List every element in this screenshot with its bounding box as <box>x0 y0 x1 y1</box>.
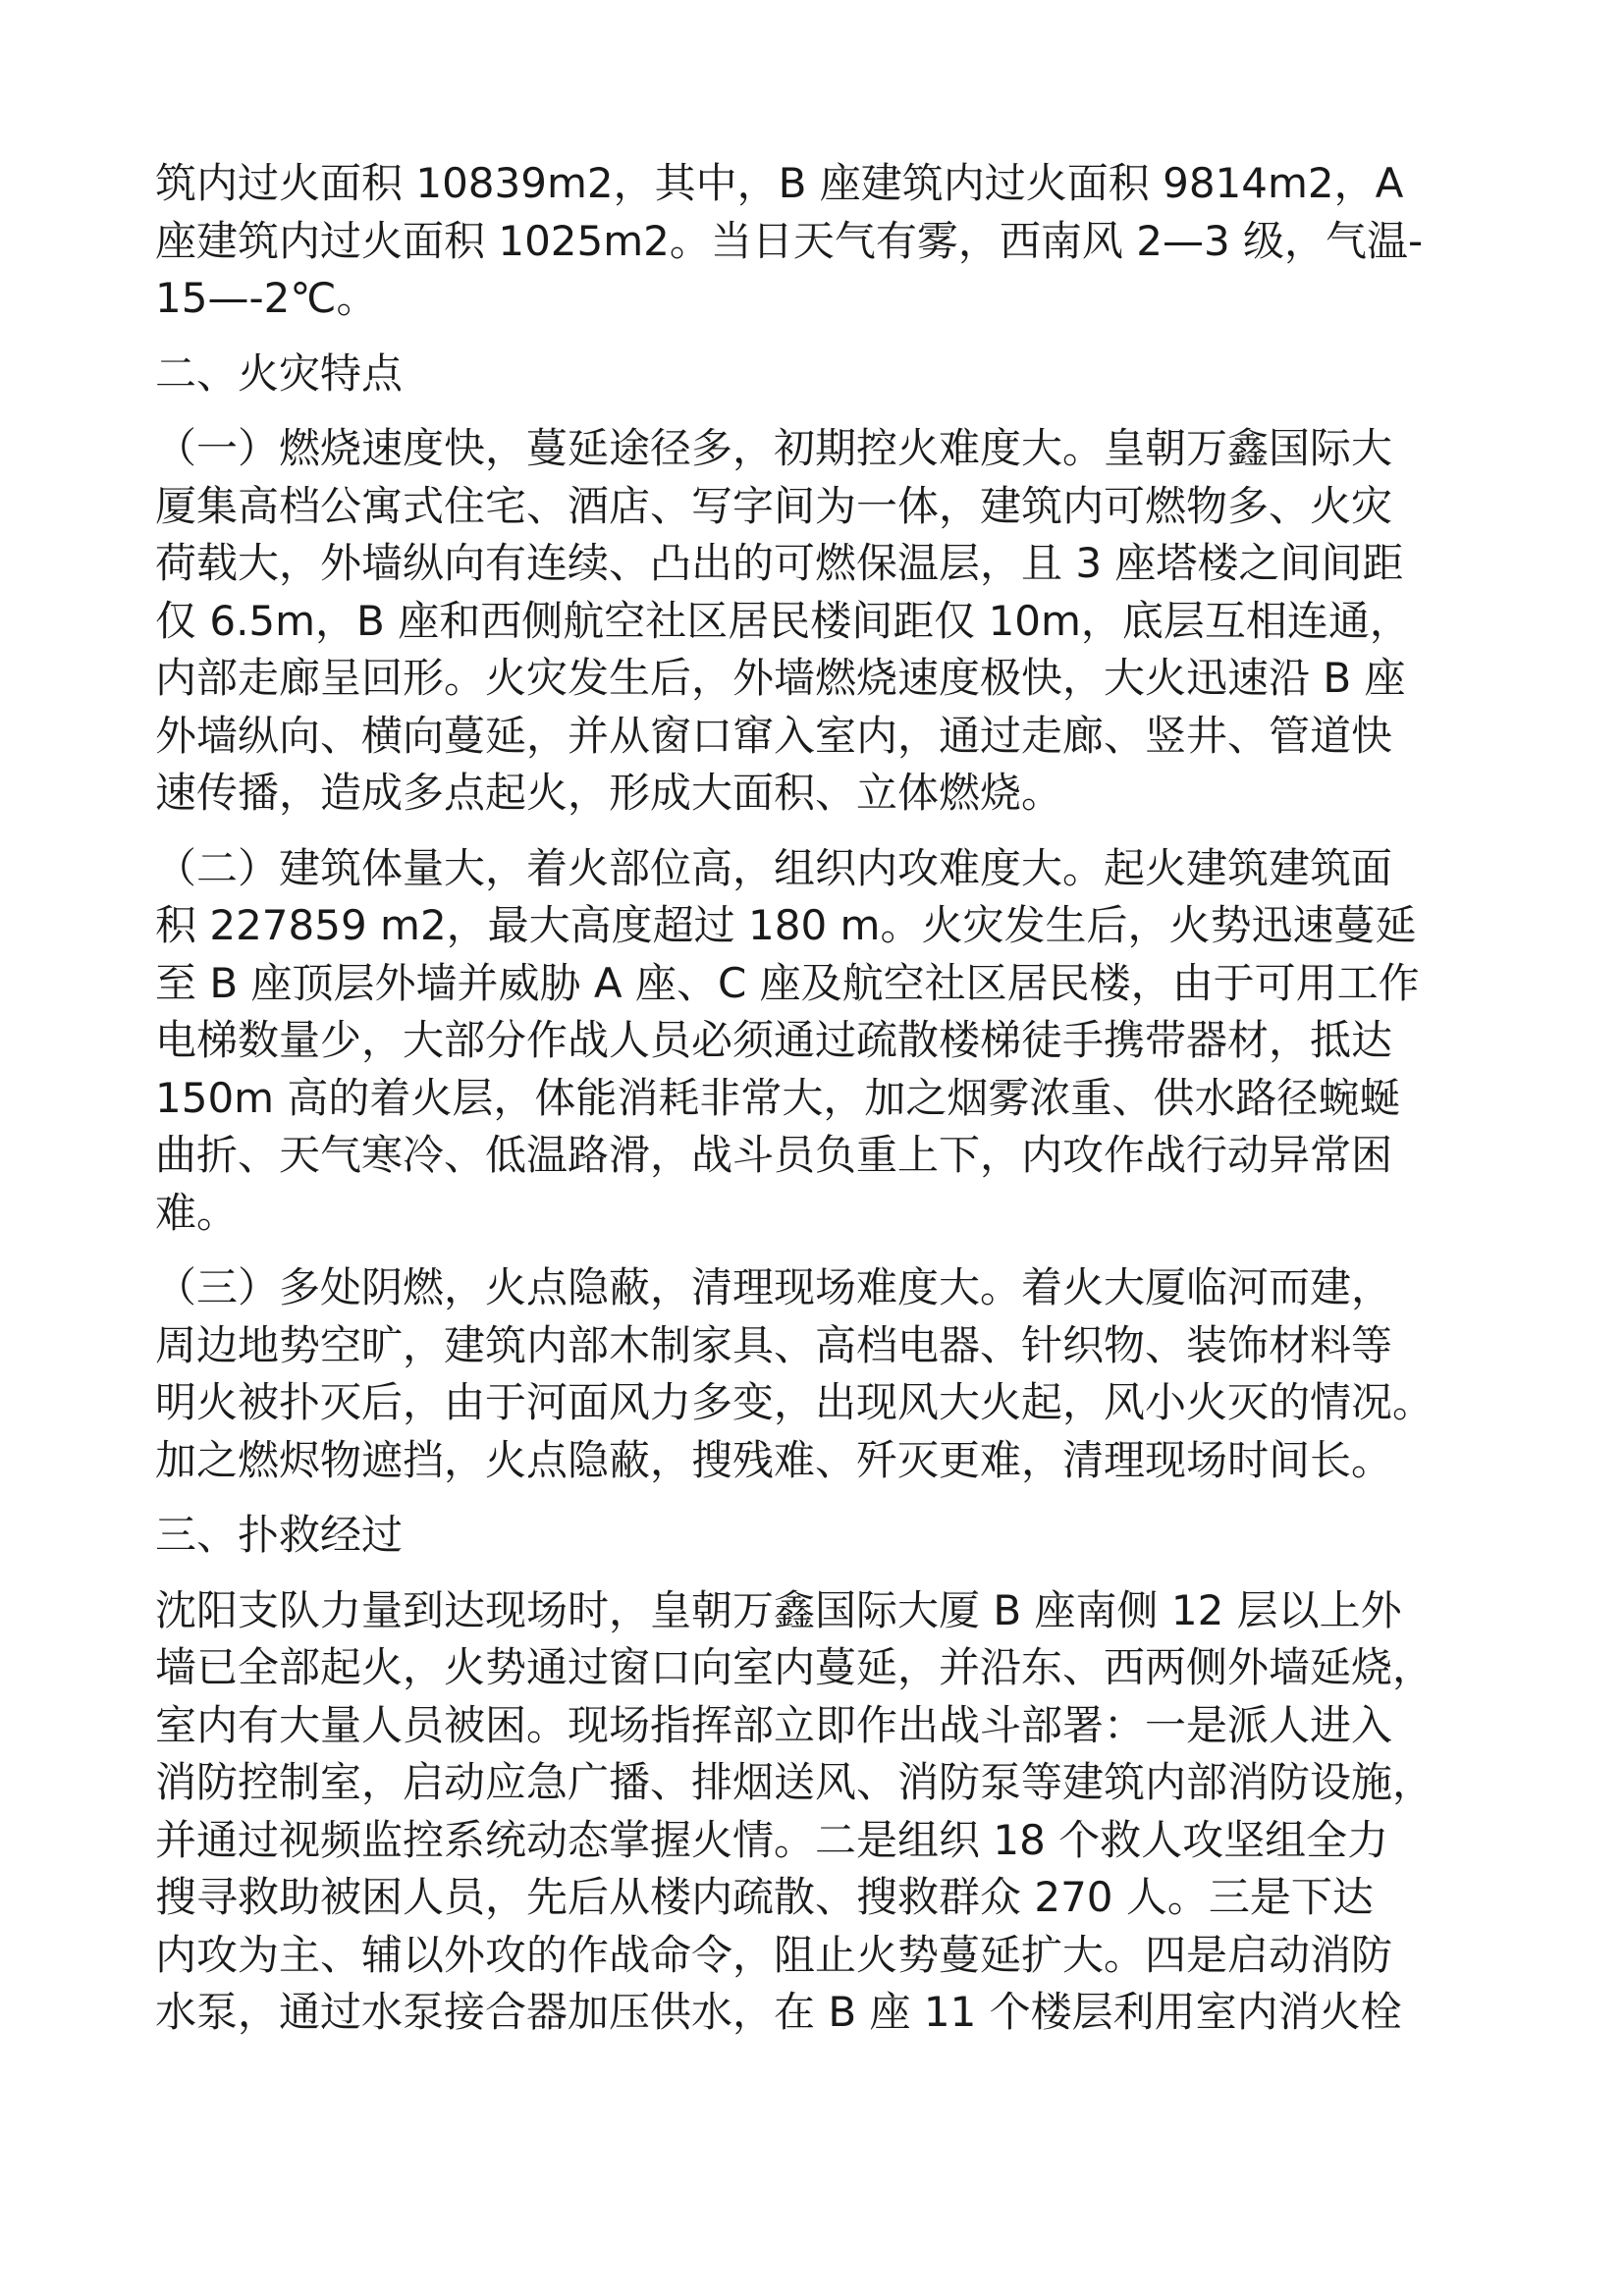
text-line: 沈阳支队力量到达现场时，皇朝万鑫国际大厦 B 座南侧 12 层以上外 <box>155 1585 1402 1634</box>
heading-text: 三、扑救经过 <box>155 1511 404 1559</box>
text-line: 内部走廊呈回形。火灾发生后，外墙燃烧速度极快，大火迅速沿 B 座 <box>155 654 1406 702</box>
text-line: 电梯数量少，大部分作战人员必须通过疏散楼梯徒手携带器材，抵达 <box>155 1016 1393 1064</box>
text-line: 荷载大，外墙纵向有连续、凸出的可燃保温层，且 3 座塔楼之间间距 <box>155 539 1404 587</box>
text-line: 并通过视频监控系统动态掌握火情。二是组织 18 个救人攻坚组全力 <box>155 1815 1389 1864</box>
paragraph-firefighting <box>155 1582 1490 2042</box>
text-line: 室内有大量人员被困。现场指挥部立即作出战斗部署：一是派人进入 <box>155 1700 1393 1749</box>
text-line: 内攻为主、辅以外攻的作战命令，阻止火势蔓延扩大。四是启动消防 <box>155 1930 1393 1979</box>
heading-text: 二、火灾特点 <box>155 348 404 398</box>
paragraph-characteristic-2 <box>155 840 1490 1243</box>
text-line: （一）燃烧速度快，蔓延途径多，初期控火难度大。皇朝万鑫国际大 <box>155 424 1393 472</box>
text-line: （二）建筑体量大，着火部位高，组织内攻难度大。起火建筑建筑面 <box>155 843 1393 892</box>
text-line: 座建筑内过火面积 1025m2。当日天气有雾，西南风 2—3 级，气温- <box>155 216 1424 265</box>
text-line: 难。 <box>155 1188 239 1237</box>
text-line: （三）多处阴燃，火点隐蔽，清理现场难度大。着火大厦临河而建， <box>155 1263 1393 1311</box>
text-line: 至 B 座顶层外墙并威胁 A 座、C 座及航空社区居民楼，由于可用工作 <box>155 958 1420 1007</box>
text-line: 水泵，通过水泵接合器加压供水，在 B 座 11 个楼层利用室内消火栓 <box>155 1988 1402 2036</box>
text-line: 积 227859 m2，最大高度超过 180 m。火灾发生后，火势迅速蔓延 <box>155 901 1417 949</box>
section-heading-fire-characteristics <box>155 346 1490 403</box>
text-line: 仅 6.5m，B 座和西侧航空社区居民楼间距仅 10m，底层互相连通， <box>155 596 1411 645</box>
paragraph-characteristic-3 <box>155 1259 1490 1489</box>
text-line: 外墙纵向、横向蔓延，并从窗口窜入室内，通过走廊、竖井、管道快 <box>155 711 1393 760</box>
section-heading-firefighting-process <box>155 1507 1490 1565</box>
text-line: 加之燃烬物遮挡，火点隐蔽，搜残难、歼灭更难，清理现场时间长。 <box>155 1435 1393 1484</box>
text-line: 墙已全部起火，火势通过窗口向室内蔓延，并沿东、西两侧外墙延烧， <box>155 1643 1435 1691</box>
text-line: 搜寻救助被困人员，先后从楼内疏散、搜救群众 270 人。三是下达 <box>155 1873 1374 1921</box>
text-line: 15—-2℃。 <box>155 274 378 322</box>
text-line: 消防控制室，启动应急广播、排烟送风、消防泵等建筑内部消防设施， <box>155 1758 1435 1806</box>
text-line: 厦集高档公寓式住宅、酒店、写字间为一体，建筑内可燃物多、火灾 <box>155 481 1393 530</box>
text-line: 周边地势空旷，建筑内部木制家具、高档电器、针织物、装饰材料等 <box>155 1320 1393 1369</box>
text-line: 速传播，造成多点起火，形成大面积、立体燃烧。 <box>155 769 1063 817</box>
text-line: 150m 高的着火层，体能消耗非常大，加之烟雾浓重、供水路径蜿蜒 <box>155 1073 1401 1122</box>
paragraph-burned-area <box>155 155 1490 328</box>
text-line: 曲折、天气寒冷、低温路滑，战斗员负重上下，内攻作战行动异常困 <box>155 1131 1393 1179</box>
paragraph-characteristic-1 <box>155 420 1490 823</box>
text-line: 筑内过火面积 10839m2，其中，B 座建筑内过火面积 9814m2，A <box>155 159 1404 207</box>
document-page <box>155 155 1490 2059</box>
text-line: 明火被扑灭后，由于河面风力多变，出现风大火起，风小火灭的情况。 <box>155 1378 1435 1426</box>
